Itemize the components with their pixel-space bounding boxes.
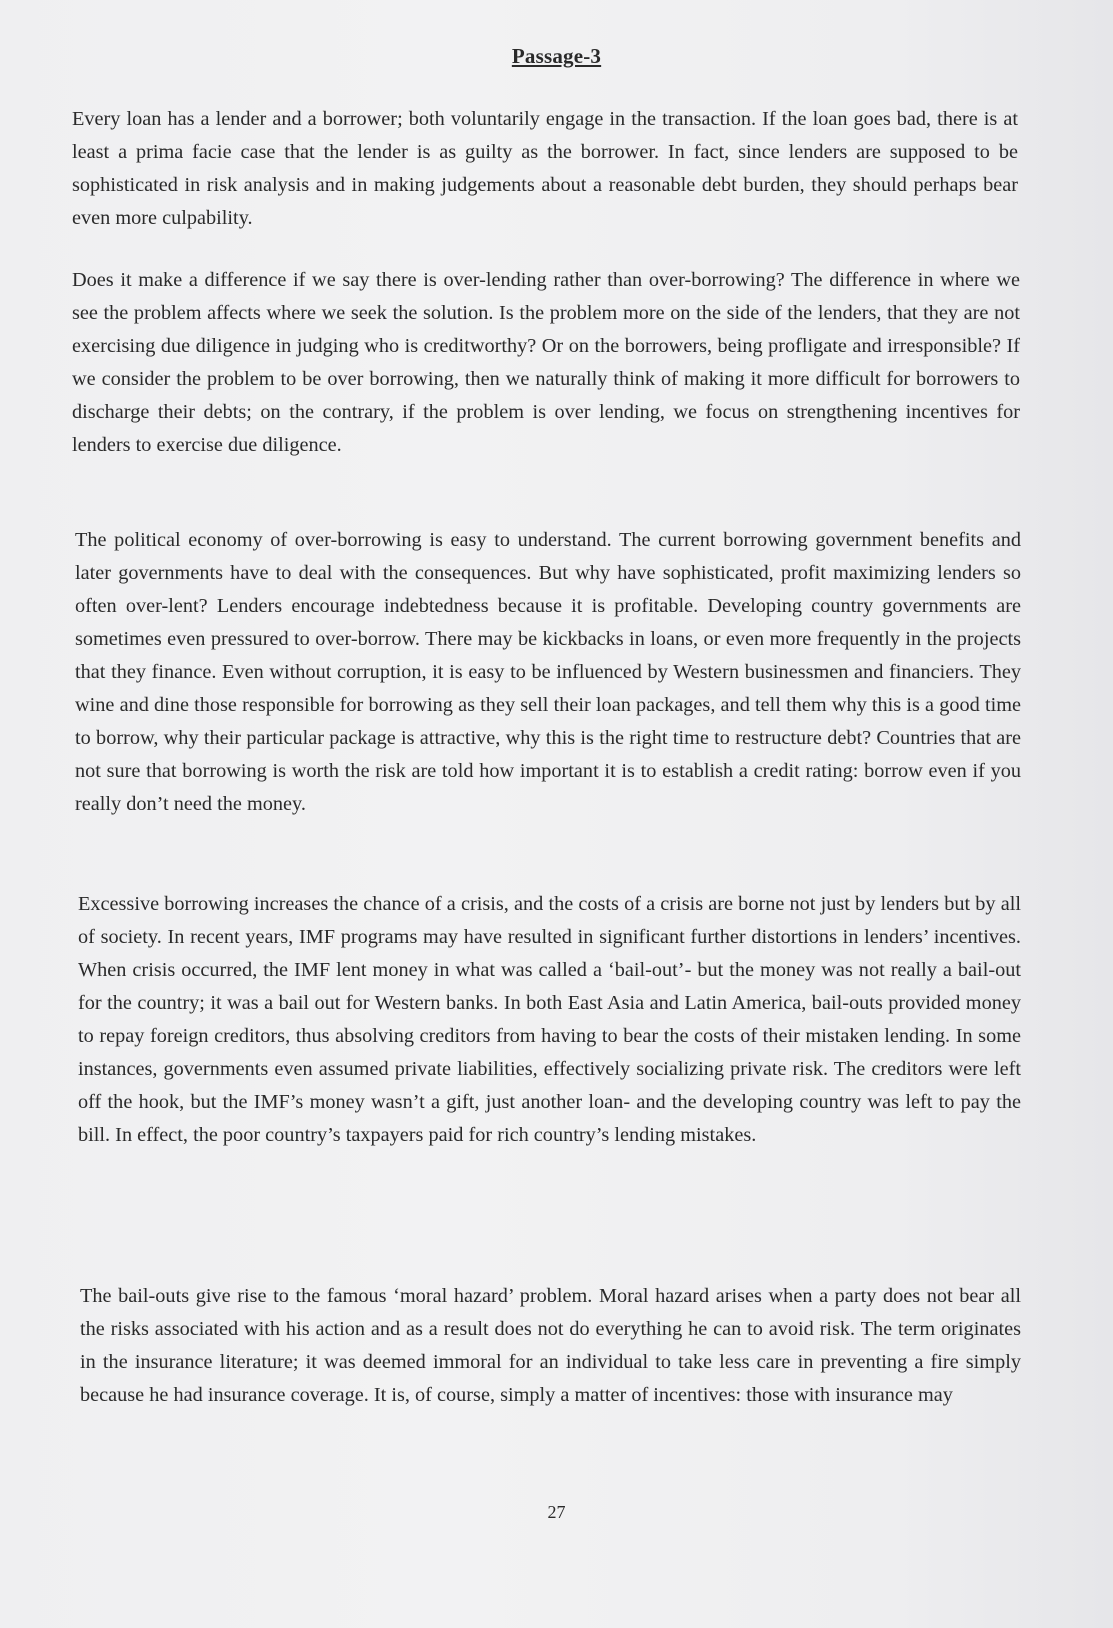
paragraph-5: The bail-outs give rise to the famous ‘moral hazard’ problem. Moral hazard arises when a party does not bear all the risks associated with his action and as a result does not do everything he can to avoid risk. The term originates in the insurance literature; it was deemed immoral for an individual to take less care in preventing a fire simply because he had insurance coverage. It is, of course, simply a matter of incentives: those with insurance may [80,1285,1021,1406]
paragraph-4: Excessive borrowing increases the chance of a crisis, and the costs of a crisis are borne not just by lenders but by all of society. In recent years, IMF programs may have resulted in significant further distortions in lenders’ incentives. When crisis occurred, the IMF lent money in what was called a ‘bail-out’- but the money was not really a bail-out for the country; it was a bail out for Western banks. In both East Asia and Latin America, bail-outs provided money to repay foreign creditors, thus absolving creditors from having to bear the costs of their mistaken lending. In some instances, governments even assumed private liabilities, effectively socializing private risk. The creditors were left off the hook, but the IMF’s money wasn’t a gift, just another loan- and the developing country was left to pay the bill. In effect, the poor country’s taxpayers paid for rich country’s lending mistakes. [78,893,1021,1146]
page-number: 27 [547,1502,566,1522]
paragraph-1: Every loan has a lender and a borrower; both voluntarily engage in the transaction. If the loan goes bad, there is at least a prima facie case that the lender is as guilty as the borrower. In fact, since lenders are supposed to be sophisticated in risk analysis and in making judgements about a reasonable debt burden, they should perhaps bear even more culpability. [72,108,1018,229]
passage-title: Passage-3 [511,44,602,68]
paragraph-2: Does it make a difference if we say there is over-lending rather than over-borrowing? The difference in where we see the problem affects where we seek the solution. Is the problem more on the side of the lenders, that they are not exercising due diligence in judging who is creditworthy? Or on the borrowers, being profligate and irresponsible? If we consider the problem to be over borrowing, then we naturally think of making it more difficult for borrowers to discharge their debts; on the contrary, if the problem is over lending, we focus on strengthening incentives for lenders to exercise due diligence. [72,269,1020,456]
paragraph-3: The political economy of over-borrowing is easy to understand. The current borrowing government benefits and later governments have to deal with the consequences. But why have sophisticated, profit maximizing lenders so often over-lent? Lenders encourage indebtedness because it is profitable. Developing country governments are sometimes even pressured to over-borrow. There may be kickbacks in loans, or even more frequently in the projects that they finance. Even without corruption, it is easy to be influenced by Western businessmen and financiers. They wine and dine those responsible for borrowing as they sell their loan packages, and tell them why this is a good time to borrow, why their particular package is attractive, why this is the right time to restructure debt? Countries that are not sure that borrowing is worth the risk are told how important it is to establish a credit rating: borrow even if you really don’t need the money. [75,529,1021,815]
